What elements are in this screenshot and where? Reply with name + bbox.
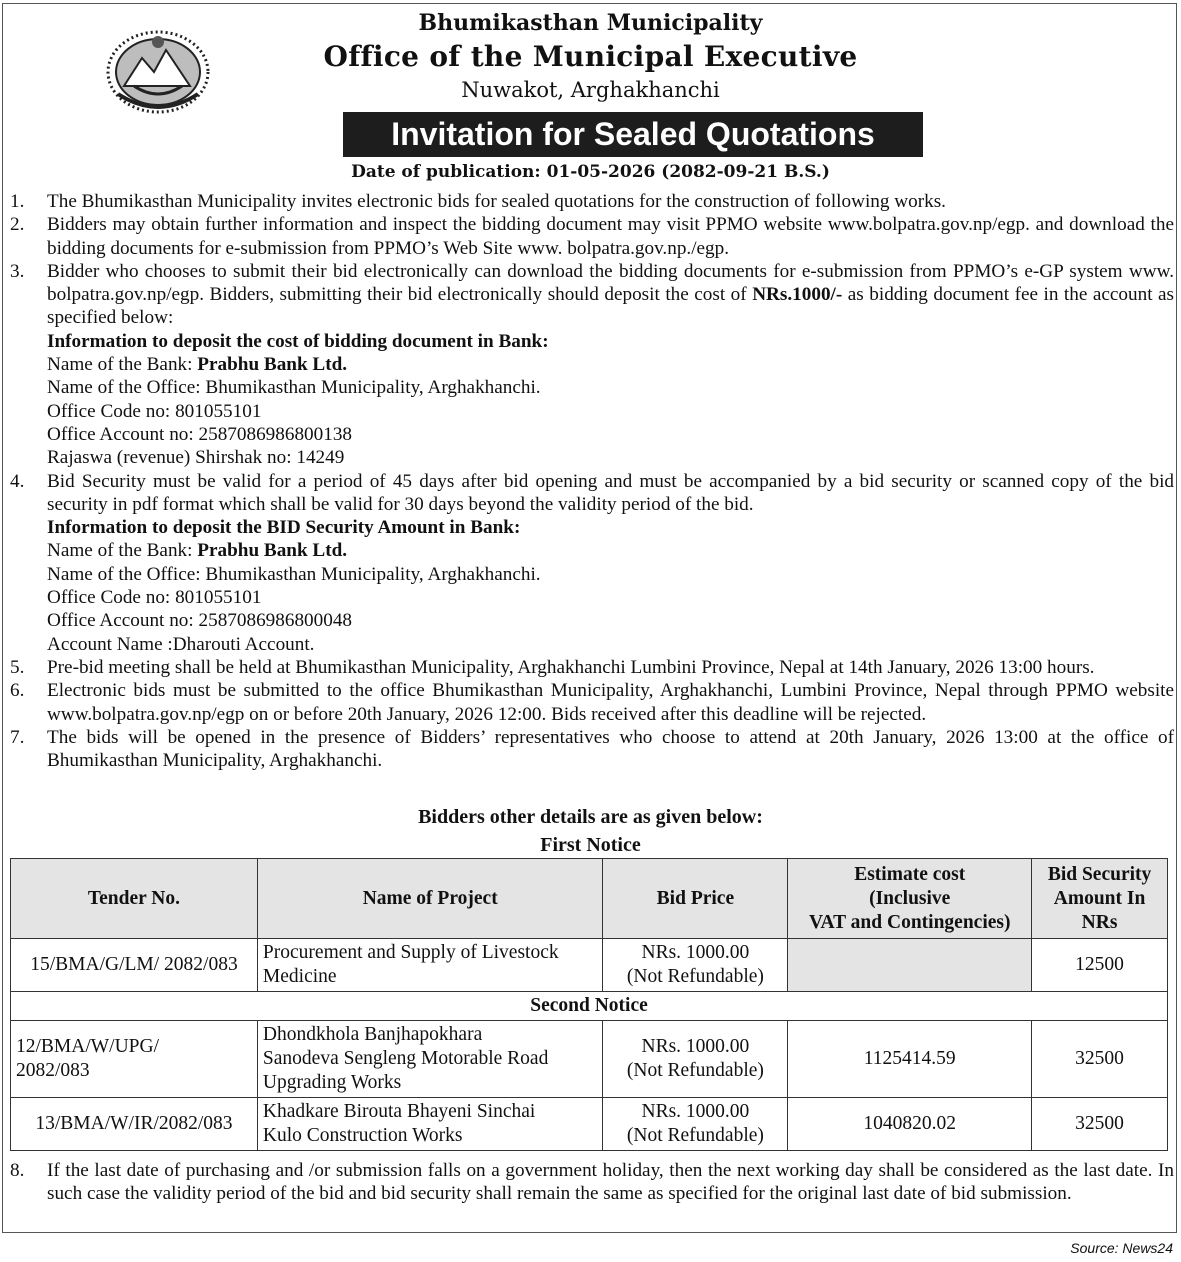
- col-estimate-cost: [788, 859, 1032, 939]
- list-item: [10, 679, 1174, 726]
- list-item: [10, 260, 1174, 470]
- cell-line: Khadkare Birouta Bhayeni Sinchai: [262, 1101, 536, 1122]
- doc-office-code: Office Code no: 801055101: [47, 400, 262, 422]
- cell-line: (Not Refundable): [626, 966, 764, 987]
- cell-line: Dhondkhola Banjhapokhara: [262, 1024, 483, 1045]
- project-cell: [257, 1098, 603, 1151]
- tender-no-cell: 15/BMA/G/LM/ 2082/083: [11, 939, 258, 992]
- header-line: Amount In: [1053, 887, 1146, 909]
- header-line: VAT and Contingencies): [808, 911, 1011, 933]
- item-number: 6.: [10, 680, 25, 702]
- list-item: [10, 656, 1174, 679]
- sec-bank-line: [47, 539, 1174, 562]
- item-text: Pre-bid meeting shall be held at Bhumikasthan Municipality, Arghakhanchi Lumbini Province, Nepal at 14th January, 2026 13:00 hours.: [47, 656, 1095, 678]
- cell-line: 2082/083: [16, 1060, 90, 1081]
- header-line: (Inclusive: [869, 887, 951, 909]
- col-project-name: Name of Project: [257, 859, 603, 939]
- item-text: Bid Security must be valid for a period of 45 days after bid opening and must be accompanied by a bid security or scanned copy of the bid security in pdf format which shall be valid for 30 days beyond the validity period of the bid.: [47, 470, 1174, 515]
- list-item: [10, 213, 1174, 260]
- item-text: Bidders may obtain further information and inspect the bidding document may visit PPMO website www.bolpatra.gov.np/egp. and download the bidding documents for e-submission from PPMO’s Web Site www. bolpatra.gov.np./egp.: [47, 214, 1174, 259]
- estimate-cell: 1125414.59: [788, 1021, 1032, 1098]
- list-item: [10, 1159, 1174, 1206]
- first-notice-label: First Notice: [540, 834, 641, 856]
- list-item: [10, 190, 1174, 213]
- item-number: 5.: [10, 656, 25, 678]
- security-cell: 32500: [1032, 1098, 1168, 1151]
- cell-line: 12/BMA/W/UPG/: [16, 1036, 160, 1057]
- sec-office-account: Office Account no: 2587086986800048: [47, 610, 353, 632]
- item-text: Electronic bids must be submitted to the office Bhumikasthan Municipality, Arghakhanchi, Lumbini Province, Nepal through PPMO website www.bolpatra.gov.np/egp on or before 20th January, 2026 12:00. Bids received after this deadline will be rejected.: [47, 680, 1174, 725]
- organization-name: Bhumikasthan Municipality: [418, 10, 763, 36]
- cell-line: (Not Refundable): [626, 1060, 764, 1081]
- cell-line: NRs. 1000.00: [641, 1101, 750, 1122]
- col-tender-no: Tender No.: [11, 859, 258, 939]
- fee-amount: NRs.1000/-: [752, 284, 843, 306]
- cell-line: Kulo Construction Works: [262, 1125, 463, 1146]
- publication-date: Date of publication: 01-05-2026 (2082-09-21 B.S.): [351, 162, 830, 182]
- notice-banner: Invitation for Sealed Quotations: [343, 112, 923, 157]
- project-cell: [257, 1021, 603, 1098]
- tender-no-cell: 13/BMA/W/IR/2082/083: [11, 1098, 258, 1151]
- item-number: 2.: [10, 214, 25, 236]
- item-text: Bidder who chooses to submit their bid electronically can download the bidding documents for e-submission from PPMO’s e-GP system www. bolpatra.gov.np/egp. Bidders, submitting their bid electronically should deposit the cost of: [47, 260, 1174, 306]
- cell-line: Sanodeva Sengleng Motorable Road: [262, 1048, 549, 1069]
- second-notice-row: [11, 992, 1168, 1021]
- office-title: Office of the Municipal Executive: [323, 40, 858, 73]
- col-bid-price: Bid Price: [603, 859, 788, 939]
- item-text: The bids will be opened in the presence of Bidders’ representatives who choose to attend at 20th January, 2026 13:00 at the office of Bhumikasthan Municipality, Arghakhanchi.: [47, 726, 1174, 772]
- table-row: [11, 1021, 1168, 1098]
- item-number: 1.: [10, 191, 25, 212]
- item-number: 3.: [10, 260, 25, 282]
- estimate-cell: 1040820.02: [788, 1098, 1032, 1151]
- item-text: as bidding document fee in the account as specified below:: [47, 284, 1175, 329]
- item-number: 7.: [10, 726, 25, 748]
- sec-account-name: Account Name :Dharouti Account.: [47, 633, 315, 655]
- header-line: Bid Security: [1047, 863, 1152, 885]
- item-text: The Bhumikasthan Municipality invites electronic bids for sealed quotations for the construction of following works.: [47, 191, 946, 212]
- cell-line: Upgrading Works: [262, 1072, 402, 1093]
- item-number: 8.: [10, 1160, 25, 1181]
- doc-bank-line: [47, 353, 1174, 376]
- table-row: [11, 939, 1168, 992]
- sec-office-name: Name of the Office: Bhumikasthan Municipality, Arghakhanchi.: [47, 563, 541, 585]
- security-deposit-heading: Information to deposit the BID Security Amount in Bank:: [47, 517, 521, 539]
- price-cell: [603, 1021, 788, 1098]
- item-number: 4.: [10, 470, 25, 492]
- cell-line: NRs. 1000.00: [641, 942, 750, 963]
- table-row: [11, 1098, 1168, 1151]
- cell-line: Medicine: [262, 966, 337, 987]
- project-cell: [257, 939, 603, 992]
- price-cell: [603, 939, 788, 992]
- sec-office-code: Office Code no: 801055101: [47, 587, 262, 609]
- header-line: Estimate cost: [854, 863, 966, 885]
- table-intro: Bidders other details are as given below:: [418, 806, 763, 828]
- doc-office-account: Office Account no: 2587086986800138: [47, 423, 353, 445]
- col-bid-security: [1032, 859, 1168, 939]
- tender-no-cell: [11, 1021, 258, 1098]
- item-text: If the last date of purchasing and /or submission falls on a government holiday, then the next working day shall be considered as the last date. In such case the validity period of the bid and bid security shall remain the same as specified for the original last date of bid submission.: [47, 1160, 1174, 1205]
- cell-line: (Not Refundable): [626, 1125, 764, 1146]
- security-cell: 12500: [1032, 939, 1168, 992]
- price-cell: [603, 1098, 788, 1151]
- office-address: Nuwakot, Arghakhanchi: [461, 78, 720, 102]
- table-header-row: [11, 859, 1168, 939]
- bank-label: Name of the Bank:: [47, 354, 193, 376]
- doc-office-name: Name of the Office: Bhumikasthan Municipality, Arghakhanchi.: [47, 377, 541, 399]
- second-notice-label: Second Notice: [11, 992, 1168, 1021]
- bank-name: Prabhu Bank Ltd.: [197, 540, 348, 562]
- tender-table: [10, 858, 1168, 1151]
- doc-deposit-heading: Information to deposit the cost of bidding document in Bank:: [47, 330, 549, 352]
- security-cell: 32500: [1032, 1021, 1168, 1098]
- bank-name: Prabhu Bank Ltd.: [197, 354, 348, 376]
- list-item: [10, 470, 1174, 656]
- source-credit: Source: News24: [1070, 1240, 1173, 1256]
- bank-label: Name of the Bank:: [47, 540, 193, 562]
- cell-line: NRs. 1000.00: [641, 1036, 750, 1057]
- notice-body: [10, 190, 1174, 772]
- estimate-cell: [788, 939, 1032, 992]
- header-line: NRs: [1081, 911, 1118, 933]
- doc-rajaswa: Rajaswa (revenue) Shirshak no: 14249: [47, 447, 345, 469]
- list-item: [10, 726, 1174, 773]
- cell-line: Procurement and Supply of Livestock: [262, 942, 559, 963]
